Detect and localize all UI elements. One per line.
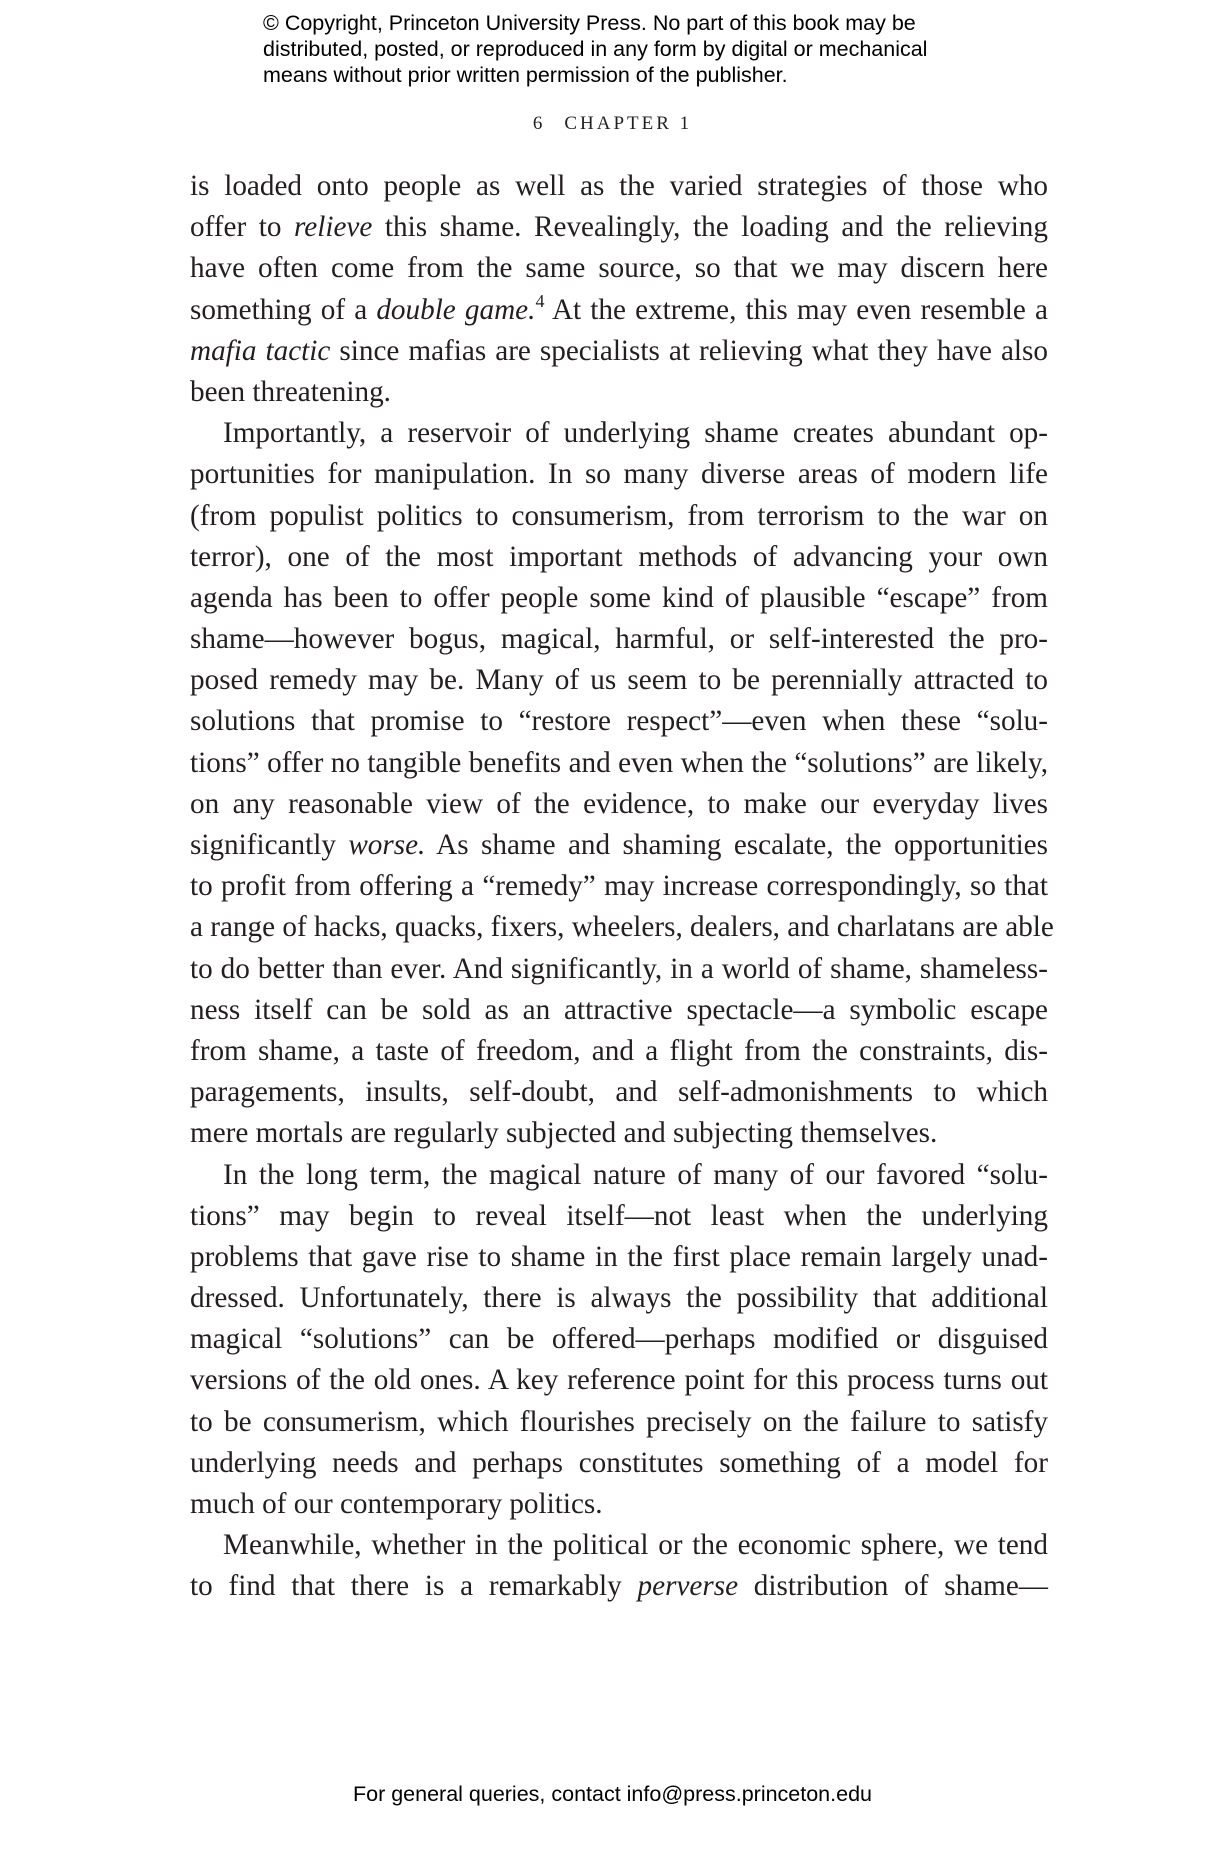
copyright-line: means without prior written permission of the publisher. [263, 63, 788, 87]
text-segment: As shame and shaming escalate, the opportunities [425, 829, 1048, 861]
paragraph-first-line [190, 1155, 1048, 1196]
text-segment: tions” may begin to reveal itself—not least when the underlying [190, 1199, 1048, 1232]
footnote-marker: 4 [535, 290, 545, 311]
text-segment: on any reasonable view of the evidence, to make our everyday lives [190, 787, 1048, 820]
text-segment: Importantly, a reservoir of underlying shame creates abundant op- [223, 417, 1048, 450]
text-segment: this shame. Revealingly, the loading and the relieving [372, 211, 1048, 244]
footer-contact: For general queries, contact info@press.princeton.edu [352, 1782, 872, 1806]
text-segment: a range of hacks, quacks, fixers, wheelers, dealers, and charlatans are able [190, 911, 1054, 944]
italic-text: perverse [637, 1570, 739, 1603]
italic-text: relieve [294, 211, 373, 244]
paragraph-first-line [190, 1525, 1048, 1566]
copyright-line: © Copyright, Princeton University Press. No part of this book may be [263, 11, 916, 35]
italic-text: mafia tactic [190, 334, 331, 367]
copyright-notice [263, 10, 1023, 88]
text-segment: offer to [190, 211, 294, 244]
text-line [190, 496, 1048, 537]
text-segment: significantly [190, 829, 349, 861]
italic-text: double game. [376, 293, 536, 326]
text-segment: solutions that promise to “restore respect”—even when these “solu- [190, 705, 1048, 738]
text-line [190, 1484, 1048, 1525]
text-segment: terror), one of the most important methods of advancing your own [190, 540, 1048, 573]
text-segment: something of a [190, 293, 377, 326]
text-line [190, 578, 1048, 619]
text-segment: shame—however bogus, magical, harmful, or self-interested the pro- [190, 623, 1048, 656]
text-segment: is loaded onto people as well as the varied strategies of those who [190, 170, 1048, 202]
text-line [190, 1443, 1048, 1484]
italic-text: worse. [348, 829, 426, 861]
text-line [190, 990, 1048, 1031]
copyright-line: distributed, posted, or reproduced in any form by digital or mechanical [263, 37, 928, 61]
text-segment: to be consumerism, which flourishes precisely on the failure to satisfy [190, 1405, 1048, 1438]
page-number: 6 [532, 113, 543, 134]
text-line [190, 207, 1048, 248]
text-segment: much of our contemporary politics. [190, 1488, 603, 1520]
text-segment: Meanwhile, whether in the political or the economic sphere, we tend [223, 1529, 1048, 1562]
text-segment: paragements, insults, self-doubt, and self-admonishments to which [190, 1076, 1048, 1109]
text-segment: have often come from the same source, so that we may discern here [190, 252, 1048, 285]
text-segment: In the long term, the magical nature of many of our favored “solu- [223, 1158, 1048, 1191]
text-segment: dressed. Unfortunately, there is always the possibility that additional [190, 1282, 1048, 1315]
text-line [190, 825, 1048, 866]
text-line [190, 1360, 1048, 1401]
text-line [190, 331, 1048, 372]
text-line [190, 454, 1048, 495]
text-line [190, 660, 1048, 701]
text-line [190, 1319, 1048, 1360]
text-segment: ness itself can be sold as an attractive spectacle—a symbolic escape [190, 993, 1048, 1026]
text-line [190, 290, 1048, 331]
text-line [190, 784, 1048, 825]
text-line [190, 1566, 1048, 1607]
text-line [190, 248, 1048, 289]
text-segment: portunities for manipulation. In so many diverse areas of modern life [190, 458, 1048, 491]
text-segment: mere mortals are regularly subjected and subjecting themselves. [190, 1117, 938, 1150]
text-line [190, 1237, 1048, 1278]
text-segment: to find that there is a remarkably [190, 1570, 638, 1603]
text-segment: tions” offer no tangible benefits and even when the “solutions” are likely, [190, 746, 1048, 779]
text-segment: At the extreme, this may even resemble a [544, 293, 1048, 326]
text-line [190, 372, 1048, 413]
text-line [190, 537, 1048, 578]
text-line [190, 619, 1048, 660]
text-segment: agenda has been to offer people some kind of plausible “escape” from [190, 581, 1048, 614]
text-segment: to profit from offering a “remedy” may increase correspondingly, so that [190, 870, 1048, 903]
text-line [190, 743, 1048, 784]
body-text [190, 166, 1054, 1608]
text-line [190, 1196, 1048, 1237]
text-segment: posed remedy may be. Many of us seem to be perennially attracted to [190, 664, 1048, 697]
text-line [190, 1072, 1048, 1113]
text-segment: magical “solutions” can be offered—perhaps modified or disguised [190, 1323, 1048, 1356]
paragraph-first-line [190, 413, 1048, 454]
text-line [190, 1031, 1048, 1072]
text-segment: since mafias are specialists at relieving what they have also [330, 334, 1048, 367]
text-segment: (from populist politics to consumerism, from terrorism to the war on [190, 499, 1048, 532]
text-line [190, 907, 1054, 948]
text-segment: from shame, a taste of freedom, and a flight from the constraints, dis- [190, 1034, 1048, 1067]
text-line [190, 701, 1048, 742]
text-segment: to do better than ever. And significantly, in a world of shame, shameless- [190, 952, 1048, 985]
text-line [190, 1278, 1048, 1319]
text-line [190, 949, 1048, 990]
text-line [190, 166, 1048, 207]
text-segment: problems that gave rise to shame in the first place remain largely unad- [190, 1240, 1048, 1273]
text-segment: been threatening. [190, 375, 391, 408]
text-line [190, 1113, 1048, 1154]
text-segment: underlying needs and perhaps constitutes something of a model for [190, 1446, 1048, 1479]
text-segment: versions of the old ones. A key reference point for this process turns out [190, 1364, 1048, 1397]
text-line [190, 866, 1048, 907]
text-segment: distribution of shame— [738, 1570, 1048, 1603]
running-head [0, 113, 1225, 135]
chapter-label: CHAPTER 1 [564, 113, 693, 134]
text-line [190, 1402, 1048, 1443]
